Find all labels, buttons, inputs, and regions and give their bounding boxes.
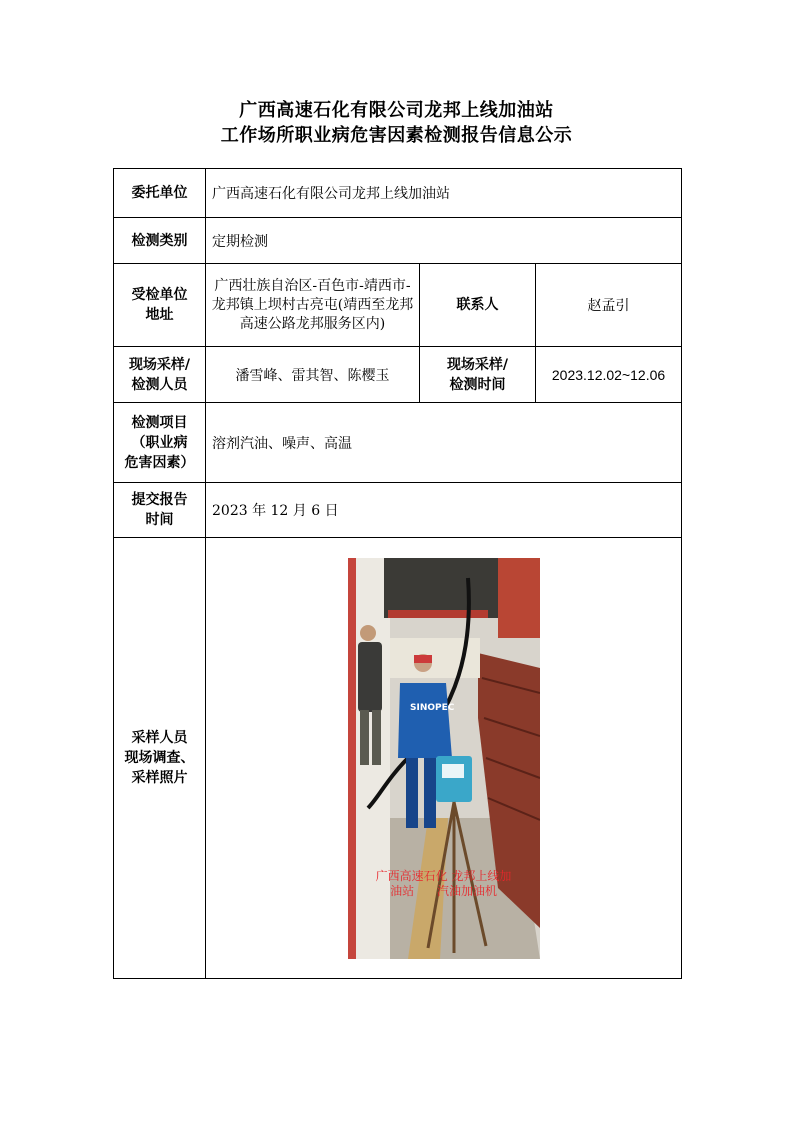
report-title-line1: 广西高速石化有限公司龙邦上线加油站 — [239, 100, 554, 121]
row-client — [114, 169, 682, 218]
report-label-line2: 时间 — [145, 512, 174, 528]
report-title-line2: 工作场所职业病危害因素检测报告信息公示 — [220, 125, 573, 146]
overhead-red-beam — [388, 610, 488, 618]
photo-label-line1: 采样人员 — [131, 730, 188, 746]
staff-label-line1: 现场采样/ — [128, 356, 191, 373]
row-address — [114, 264, 682, 347]
report-label-line1: 提交报告 — [131, 492, 188, 508]
report-value: 2023 年 12 月 6 日 — [206, 483, 682, 538]
items-label-line2: （职业病 — [131, 434, 188, 451]
items-label-line1: 检测项目 — [131, 414, 188, 431]
address-label-line1: 受检单位 — [131, 287, 188, 303]
time-value: 2023.12.02~12.06 — [536, 347, 682, 403]
time-label-line1: 现场采样/ — [446, 356, 509, 373]
contact-value: 赵孟引 — [536, 264, 682, 347]
photo-label-line2: 现场调查、 — [124, 750, 195, 766]
address-value: 广西壮族自治区-百色市-靖西市-龙邦镇上坝村古亮屯(靖西至龙邦高速公路龙邦服务区内) — [206, 264, 420, 347]
client-value: 广西高速石化有限公司龙邦上线加油站 — [206, 169, 682, 218]
address-label — [114, 264, 206, 347]
worker-center-hat — [414, 655, 432, 663]
time-label — [420, 347, 536, 403]
row-staff — [114, 347, 682, 403]
row-category — [114, 218, 682, 264]
address-label-line2: 地址 — [145, 307, 174, 323]
items-label — [114, 403, 206, 483]
time-label-line2: 检测时间 — [449, 376, 506, 393]
report-label — [114, 483, 206, 538]
row-items — [114, 403, 682, 483]
jacket-logo: SINOPEC — [409, 702, 454, 713]
photo-watermark-line1: 广西高速石化 龙邦上线加 — [375, 868, 512, 883]
worker-center-leg — [406, 758, 418, 828]
photo-watermark-line2: 油站 汽油加油机 — [390, 883, 497, 898]
sampling-photo — [348, 558, 540, 959]
photo-label-line3: 采样照片 — [131, 770, 188, 786]
client-label: 委托单位 — [114, 169, 206, 218]
staff-label — [114, 347, 206, 403]
staff-value: 潘雪峰、雷其智、陈樱玉 — [206, 347, 420, 403]
worker-left-leg — [372, 710, 381, 765]
items-label-line3: 危害因素） — [124, 454, 195, 471]
worker-center-leg — [424, 758, 436, 828]
row-report — [114, 483, 682, 538]
row-photo — [114, 538, 682, 979]
photo-watermark — [354, 869, 534, 899]
report-info-table — [113, 168, 682, 979]
sampling-instrument — [436, 756, 472, 802]
category-value: 定期检测 — [206, 218, 682, 264]
worker-center-jacket — [398, 683, 452, 758]
instrument-display — [442, 764, 464, 778]
items-value: 溶剂汽油、噪声、高温 — [206, 403, 682, 483]
photo-label — [114, 538, 206, 979]
category-label: 检测类别 — [114, 218, 206, 264]
truck-cab — [498, 558, 540, 638]
worker-left-head — [360, 625, 376, 641]
worker-left-leg — [360, 710, 369, 765]
worker-left-body — [358, 642, 382, 712]
photo-cell — [206, 538, 682, 979]
contact-label: 联系人 — [420, 264, 536, 347]
staff-label-line2: 检测人员 — [131, 376, 188, 393]
